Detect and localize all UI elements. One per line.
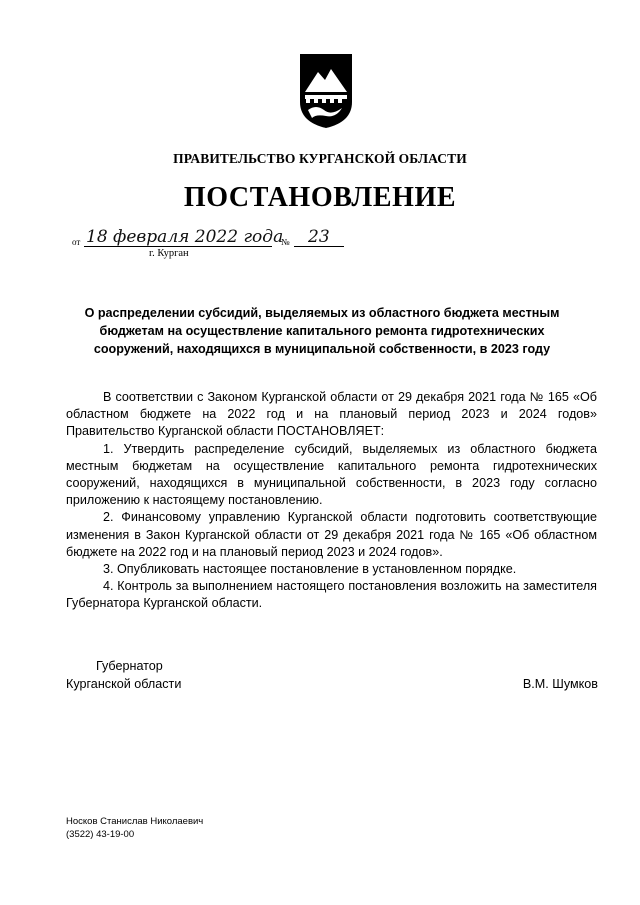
paragraph-1: 1. Утвердить распределение субсидий, выделяемых из областного бюджета местным бюджетам на осуществление капитального ремонта гидротехнических сооружений, находящихся в муниципальной собственности, в 2023 году согласно приложению к настоящему постановлению. <box>66 441 597 508</box>
handwritten-date: 18 февраля 2022 года <box>86 227 284 247</box>
executor-contact <box>66 815 203 841</box>
paragraph-4: 4. Контроль за выполнением настоящего постановления возложить на заместителя Губернатора Курганской области. <box>66 579 597 611</box>
position-line-2: Курганской области <box>66 677 182 691</box>
position-line-1: Губернатор <box>96 659 163 673</box>
document-type: ПОСТАНОВЛЕНИЕ <box>183 182 457 213</box>
date-number-row <box>72 229 372 249</box>
document-title: О распределении субсидий, выделяемых из областного бюджета местным бюджетам на осуществление капитального ремонта гидротехнических сооружений, находящихся в муниципальной собственности, в 2023 году <box>84 306 560 356</box>
executor-name: Носков Станислав Николаевич <box>66 816 204 827</box>
document-body <box>66 389 597 613</box>
city: г. Курган <box>149 248 189 259</box>
executor-phone: (3522) 43-19-00 <box>66 829 135 840</box>
date-prefix: от <box>72 237 81 247</box>
signatory-position <box>66 657 226 693</box>
organization-name: ПРАВИТЕЛЬСТВО КУРГАНСКОЙ ОБЛАСТИ <box>173 151 467 166</box>
paragraph-2: 2. Финансовому управлению Курганской области подготовить соответствующие изменения в Закон Курганской области от 29 декабря 2021 года № 165 «Об областном бюджете на 2022 год и на плановый период 2023 и 2024 годов». <box>66 510 597 559</box>
paragraph-preamble: В соответствии с Законом Курганской области от 29 декабря 2021 года № 165 «Об областном бюджете на 2022 год и на плановый период 2023 и 2024 годов» Правительство Курганской области ПОСТАНОВЛЯЕТ: <box>66 390 597 439</box>
handwritten-number: 23 <box>308 227 330 247</box>
signatory-name: В.М. Шумков <box>522 677 598 691</box>
number-prefix: № <box>281 237 290 247</box>
paragraph-3: 3. Опубликовать настоящее постановление в установленном порядке. <box>103 562 517 577</box>
coat-of-arms-icon <box>298 52 354 130</box>
